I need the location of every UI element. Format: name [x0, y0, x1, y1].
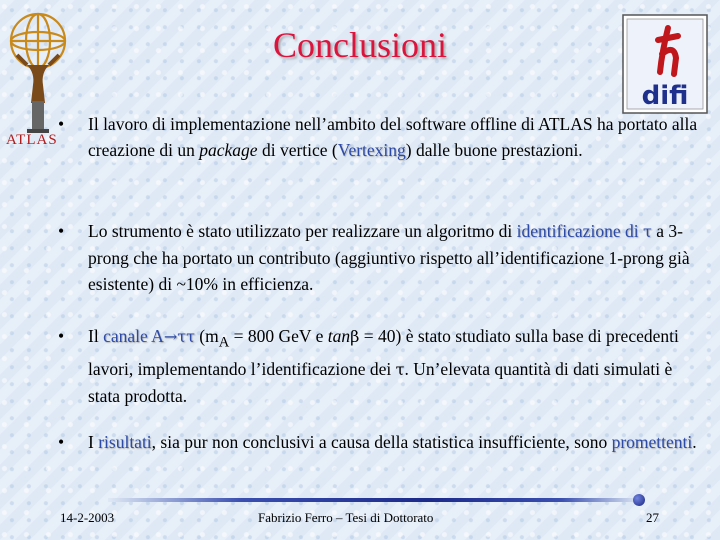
svg-text:difi: difi — [641, 81, 689, 111]
slide-title: Conclusioni — [272, 25, 447, 65]
bullet-2-text: Lo strumento è stato utilizzato per realizzare un algoritmo di identificazione di τ a 3-prong che ha portato un contributo (aggiuntivo rispetto all’identificazione 1-prong già esistente) di ~10% in efficienza. — [88, 221, 690, 294]
bullet-marker: • — [58, 432, 65, 452]
highlight-identificazione: identificazione di — [516, 221, 643, 241]
footer-dot — [633, 494, 645, 506]
bullet-3-text: Il canale A→ττ ($m_A = 800$ GeV e tanβ = 40) è stato studiato sulla base di precedenti lavori, implementando l’identificazione dei τ. Un’elevata quantità di dati simulati è stata prodotta. — [88, 326, 679, 406]
highlight-promettenti: promettenti — [611, 432, 693, 452]
bullet-marker: • — [58, 114, 65, 134]
highlight-risultati: risultati — [98, 432, 152, 452]
footer-date: 14-2-2003 — [60, 510, 115, 525]
bullet-4-text: I risultati, sia pur non conclusivi a causa della statistica insufficiente, sono promettenti. — [88, 432, 697, 452]
footer-author: Fabrizio Ferro – Tesi di Dottorato — [258, 510, 434, 525]
highlight-canale: canale A — [103, 326, 164, 346]
bullet-marker: • — [58, 221, 65, 241]
bullet-marker: • — [58, 326, 65, 346]
bullet-1-text: Il lavoro di implementazione nell’ambito del software offline di ATLAS ha portato alla creazione di un package di vertice (Vertexing) dalle buone prestazioni. — [88, 114, 698, 160]
highlight-vertexing: Vertexing — [337, 140, 406, 160]
footer-divider — [108, 498, 641, 502]
footer-page-number: 27 — [646, 510, 659, 525]
difi-logo — [622, 14, 708, 114]
atlas-logo-text: ATLAS — [6, 132, 58, 148]
